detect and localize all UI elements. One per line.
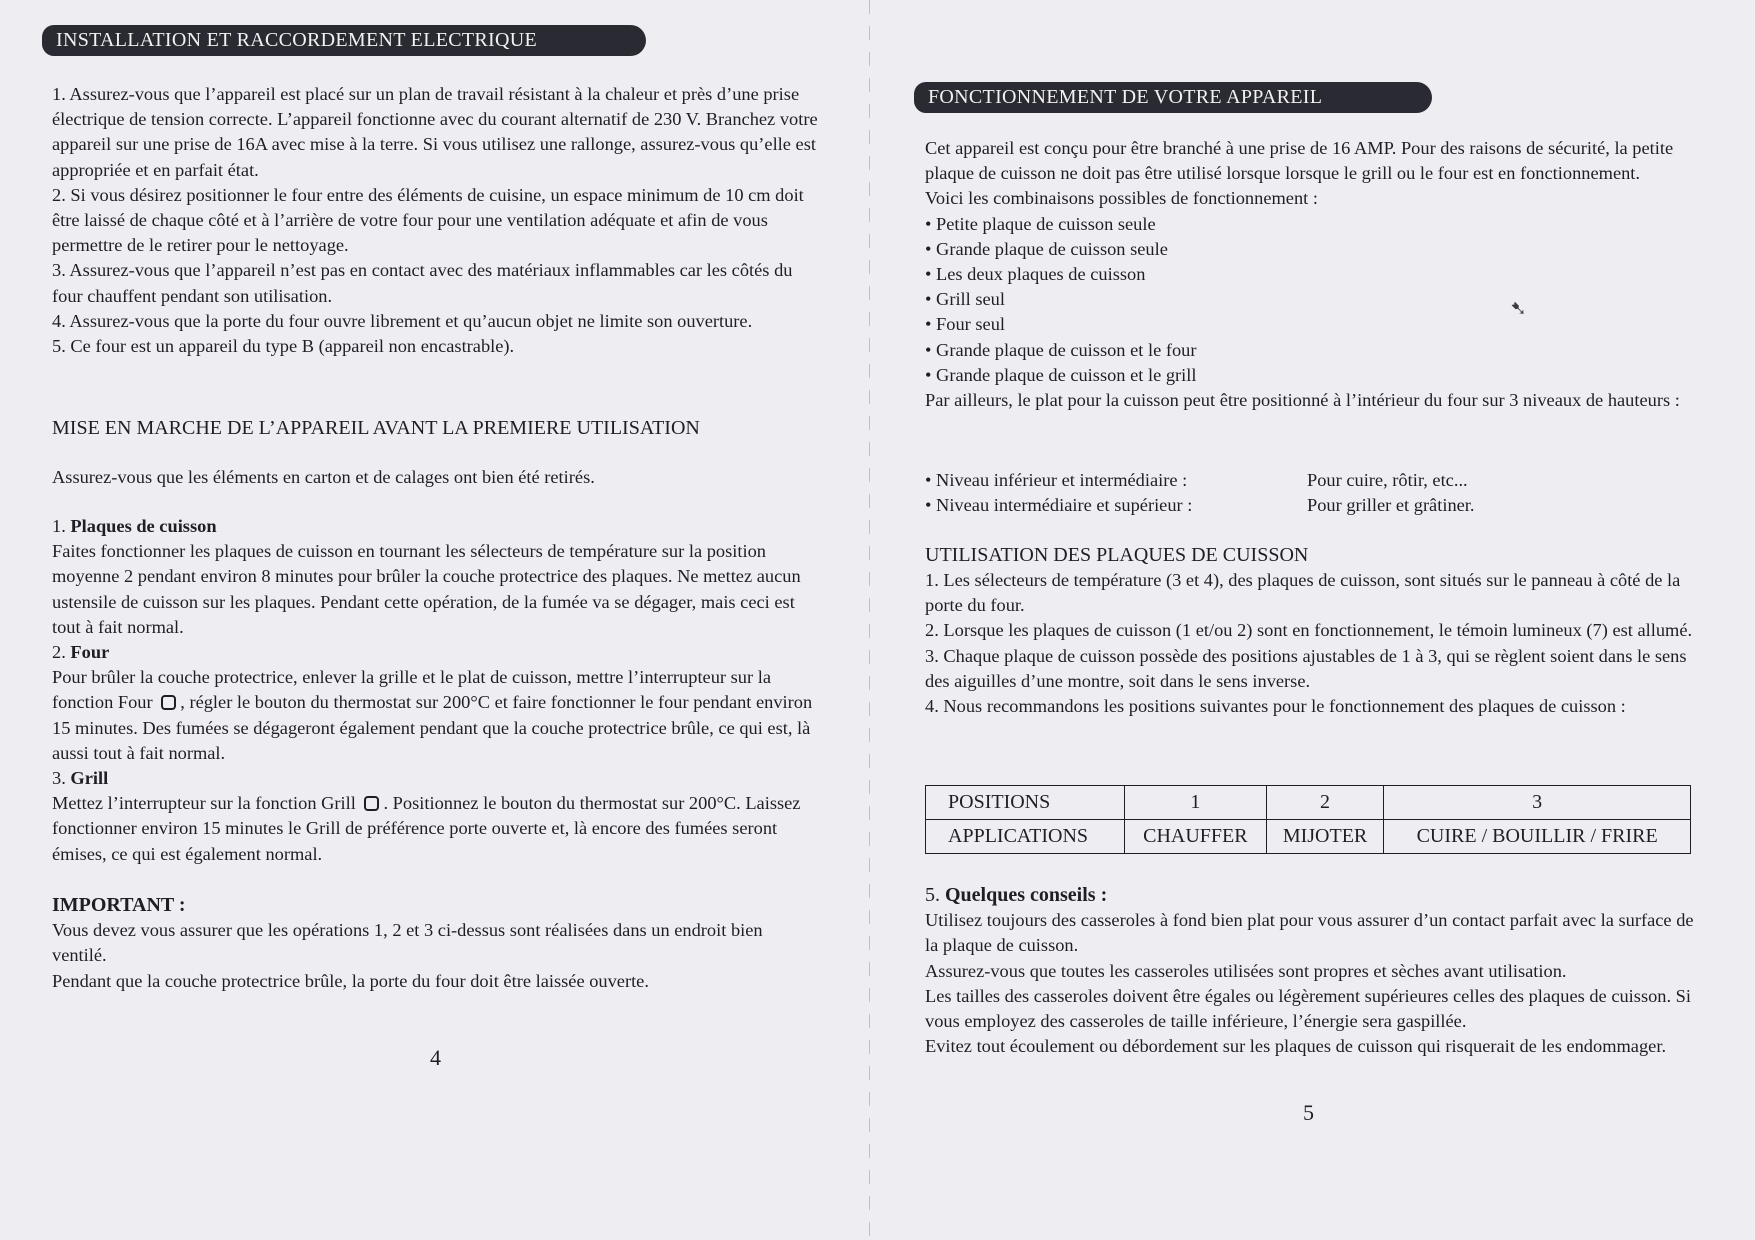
conseils-title-line: 5. Quelques conseils : — [925, 884, 1108, 906]
grill-step-text: Mettez l’interrupteur sur la fonction Grill . Positionnez le bouton du thermostat sur 200°C. Laissez fonctionner environ 15 minutes le Grill de préférence porte ouverte et, là encore des fumées seront émises, ce qui est également normal. — [52, 793, 801, 864]
list-item: 3. Chaque plaque de cuisson possède des positions ajustables de 1 à 3, qui se règlent soient dans le sens des aiguilles d’une montre, soit dans le sens inverse. — [925, 645, 1687, 691]
list-item: • Grande plaque de cuisson et le four — [925, 339, 1197, 360]
fonctionnement-banner: FONCTIONNEMENT DE VOTRE APPAREIL — [914, 82, 1432, 113]
page-number: 4 — [430, 1045, 441, 1070]
four-title: Four — [70, 642, 110, 663]
list-item: • Four seul — [925, 314, 1006, 335]
list-item: • Niveau inférieur et intermédiaire : Pour cuire, rôtir, etc... — [925, 470, 1468, 490]
positions-table — [925, 785, 1691, 854]
levels-list — [925, 468, 1475, 518]
list-item: • Les deux plaques de cuisson — [925, 264, 1146, 285]
installation-list — [52, 82, 820, 359]
table-cell: APPLICATIONS — [926, 820, 1125, 854]
table-cell: CUIRE / BOUILLIR / FRIRE — [1384, 820, 1691, 854]
right-page — [870, 0, 1755, 1240]
plaques-heading: UTILISATION DES PLAQUES DE CUISSON — [925, 544, 1309, 566]
list-item: • Grill seul — [925, 289, 1005, 310]
table-cell: MIJOTER — [1266, 820, 1384, 854]
conseils-text: Evitez tout écoulement ou débordement sur les plaques de cuisson qui risquerait de les endommager. — [925, 1036, 1667, 1057]
conseils-text: Utilisez toujours des casseroles à fond bien plat pour vous assurer d’un contact parfait avec la surface de la plaque de cuisson. — [925, 910, 1694, 956]
conseils-title: Quelques conseils : — [945, 884, 1108, 906]
list-item: 2. Lorsque les plaques de cuisson (1 et/ou 2) sont en fonctionnement, le témoin lumineux (7) est allumé. — [925, 620, 1693, 641]
four-step-title: 2. Four — [52, 642, 110, 663]
table-cell: POSITIONS — [926, 786, 1125, 820]
table-cell: 3 — [1384, 786, 1691, 820]
conseils-text: Les tailles des casseroles doivent être égales ou légèrement supérieures celles des plaques de cuisson. Si vous employez des casseroles de taille inférieure, l’énergie sera gaspillée. — [925, 985, 1692, 1032]
plaques-step-text: Faites fonctionner les plaques de cuisson en tournant les sélecteurs de température sur la position moyenne 2 pendant environ 8 minutes pour brûler la couche protectrice des plaques. Ne mettez aucun ustensile de cuisson sur les plaques. Pendant cette opération, de la fumée va se dégager, mais ceci est tout à fait normal. — [52, 541, 801, 637]
list-item: 1. Assurez-vous que l’appareil est placé sur un plan de travail résistant à la chaleur et près d’une prise électrique de tension correcte. L’appareil fonctionne avec du courant alternatif de 230 V. Branchez votre appareil sur une prise de 16A avec mise à la terre. Si vous utilisez une rallonge, assurez-vous qu’elle est appropriée et en parfait état. — [52, 84, 818, 180]
list-item: 2. Si vous désirez positionner le four entre des éléments de cuisine, un espace minimum de 10 cm doit être laissé de chaque côté et à l’arrière de votre four pour une ventilation adéquate et afin de vous permettre de le retirer pour le nettoyage. — [52, 184, 804, 256]
left-page — [0, 0, 870, 1240]
table-cell: 1 — [1125, 786, 1267, 820]
grill-function-icon — [364, 796, 379, 811]
list-item: 4. Assurez-vous que la porte du four ouvre librement et qu’aucun objet ne limite son ouverture. — [52, 310, 753, 331]
important-text: Vous devez vous assurer que les opérations 1, 2 et 3 ci-dessus sont réalisées dans un endroit bien ventilé. — [52, 920, 763, 966]
table-row — [926, 786, 1691, 820]
conseils-section — [925, 883, 1705, 1059]
fonctionnement-intro — [925, 136, 1705, 413]
list-item: • Petite plaque de cuisson seule — [925, 213, 1156, 234]
levels-intro: Par ailleurs, le plat pour la cuisson peut être positionné à l’intérieur du four sur 3 niveaux de hauteurs : — [925, 390, 1680, 411]
important-text: Pendant que la couche protectrice brûle, la porte du four doit être laissée ouverte. — [52, 970, 649, 991]
important-section — [52, 893, 820, 994]
list-item: 5. Ce four est un appareil du type B (appareil non encastrable). — [52, 336, 515, 357]
important-title: IMPORTANT : — [52, 894, 186, 916]
grill-step-title: 3. Grill — [52, 768, 109, 789]
list-item: 4. Nous recommandons les positions suivantes pour le fonctionnement des plaques de cuisson : — [925, 696, 1626, 717]
first-use-intro: Assurez-vous que les éléments en carton et de calages ont bien été retirés. — [52, 467, 595, 487]
plaques-step-title: 1. Plaques de cuisson — [52, 516, 217, 536]
list-item: 3. Assurez-vous que l’appareil n’est pas en contact avec des matériaux inflammables car les côtés du four chauffent pendant son utilisation. — [52, 260, 793, 306]
page-number: 5 — [1303, 1100, 1314, 1125]
oven-function-icon — [161, 695, 176, 710]
conseils-text: Assurez-vous que toutes les casseroles utilisées sont propres et sèches avant utilisation. — [925, 960, 1567, 981]
cursor-mark-icon: ➷ — [1510, 298, 1527, 320]
list-item: • Grande plaque de cuisson seule — [925, 238, 1168, 259]
installation-banner: INSTALLATION ET RACCORDEMENT ELECTRIQUE — [42, 25, 646, 56]
list-item: • Grande plaque de cuisson et le grill — [925, 364, 1197, 385]
list-item: • Niveau intermédiaire et supérieur : Pour griller et grâtiner. — [925, 495, 1475, 516]
grill-title: Grill — [70, 768, 109, 789]
four-step-text: Pour brûler la couche protectrice, enlever la grille et le plat de cuisson, mettre l’interrupteur sur la fonction Four , régler le bouton du thermostat sur 200°C et faire fonctionner le four pendant environ 15 minutes. Des fumées se dégageront également pendant que la couche protectrice brûle, ce qui est, là aussi tout à fait normal. — [52, 667, 813, 763]
table-cell: 2 — [1266, 786, 1384, 820]
plaques-title: Plaques de cuisson — [70, 516, 217, 536]
intro-text: Cet appareil est conçu pour être branché à une prise de 16 AMP. Pour des raisons de sécurité, la petite plaque de cuisson ne doit pas être utilisé lorsque lorsque le grill ou le four est en fonctionnement. — [925, 138, 1674, 184]
first-use-heading: MISE EN MARCHE DE L’APPAREIL AVANT LA PREMIERE UTILISATION — [52, 417, 700, 439]
combos-intro: Voici les combinaisons possibles de fonctionnement : — [925, 188, 1318, 209]
table-row — [926, 820, 1691, 854]
table-cell: CHAUFFER — [1125, 820, 1267, 854]
first-use-steps — [52, 514, 820, 867]
plaques-list — [925, 568, 1705, 719]
list-item: 1. Les sélecteurs de température (3 et 4), des plaques de cuisson, sont situés sur le panneau à côté de la porte du four. — [925, 570, 1681, 616]
